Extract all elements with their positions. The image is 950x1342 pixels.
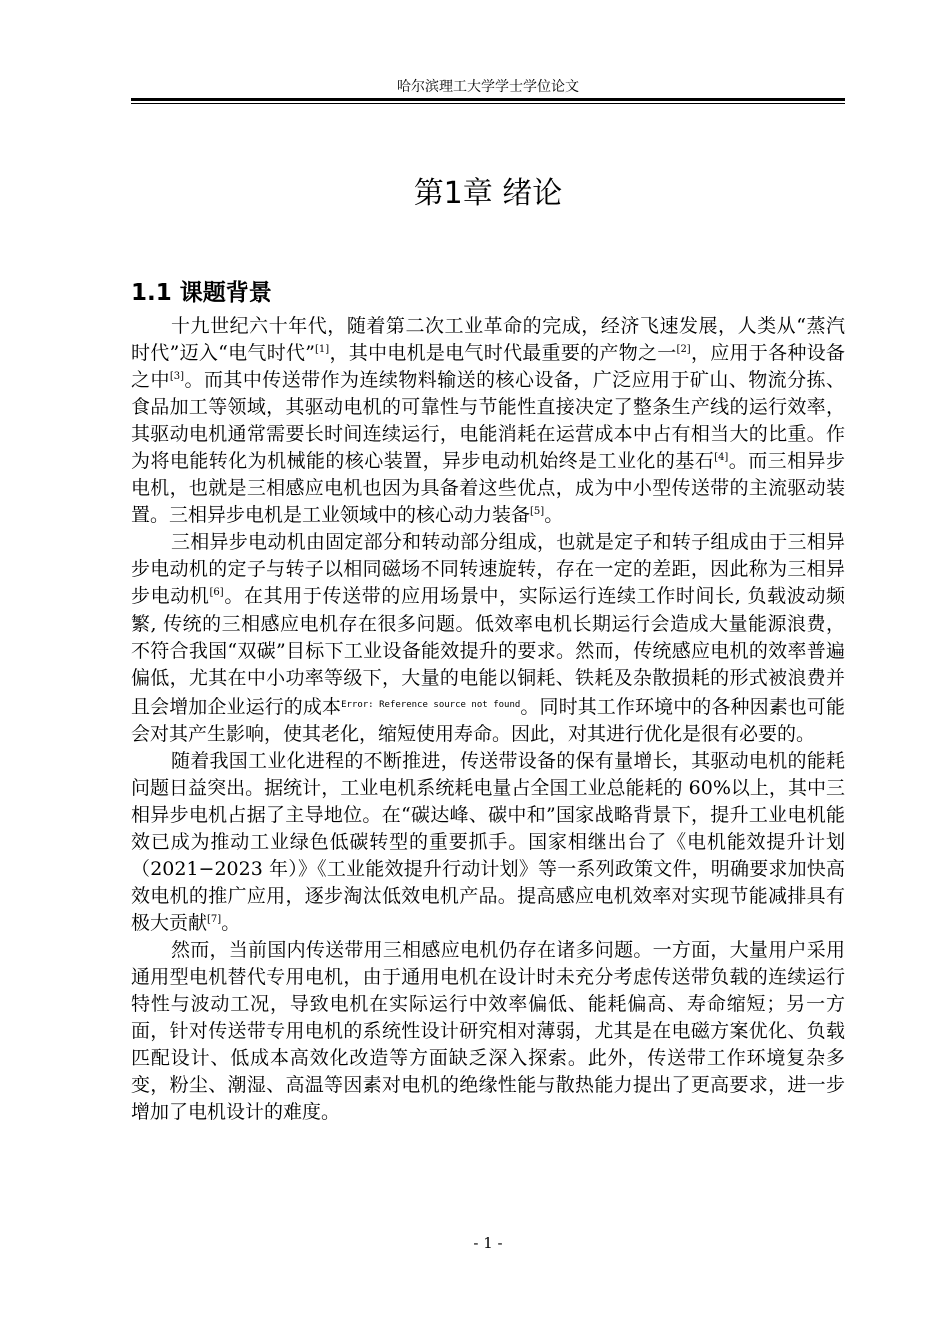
paragraph-2-text-a: 三相异步电动机由固定部分和转动部分组成，也就是定子和转子组成由于三相异步电动机的定子与转子以相同磁场不同转速旋转，存在一定的差距，因此称为三相异步电动机 (131, 531, 845, 608)
paragraph-3 (131, 748, 845, 937)
paragraph-4 (131, 937, 845, 1126)
paragraph-1-text-b: ，其中电机是电气时代最重要的产物之一 (329, 342, 677, 365)
citation-4: [4] (714, 452, 729, 464)
citation-7: [7] (207, 914, 222, 926)
body-text (131, 313, 845, 1126)
reference-error: Error: Reference source not found (341, 699, 521, 710)
running-header: 哈尔滨理工大学学士学位论文 (397, 79, 579, 95)
citation-6: [6] (209, 587, 224, 599)
paragraph-2 (131, 529, 845, 747)
paragraph-3-text-b: 。 (221, 912, 241, 935)
chapter-title: 第1章 绪论 (413, 176, 563, 212)
paragraph-1-text-d: 。而其中传送带作为连续物料输送的核心设备，广泛应用于矿山、物流分拣、食品加工等领域，其驱动电机的可靠性与节能性直接决定了整条生产线的运行效率，其驱动电机通常需要长时间连续运行，电能消耗在运营成本中占有相当大的比重。作为将电能转化为机械能的核心装置，异步电动机始终是工业化的基石 (131, 369, 845, 473)
paragraph-1-text-f: 。 (544, 504, 564, 527)
paragraph-2-text-c: 。同时其工作环境中的各种因素也可能会对其产生影响，使其老化，缩短使用寿命。因此，对其进行优化是很有必要的。 (131, 695, 845, 745)
header-rule-thick (131, 98, 845, 101)
citation-2: [2] (676, 344, 691, 356)
paragraph-1 (131, 313, 845, 529)
header-rule-thin (131, 103, 845, 104)
citation-5: [5] (530, 506, 545, 518)
paragraph-1-text-e: 。而三相异步电机，也就是三相感应电机也因为具备着这些优点，成为中小型传送带的主流驱动装置。三相异步电机是工业领域中的核心动力装备 (131, 450, 845, 527)
citation-3: [3] (169, 371, 185, 383)
section-title: 1.1 课题背景 (131, 280, 272, 307)
paragraph-1-text-c: ，应用于各种设备之中 (131, 342, 845, 392)
page-number: - 1 - (473, 1234, 503, 1252)
paragraph-2-text-b: 。在其用于传送带的应用场景中，实际运行连续工作时间长, 负载波动频繁, 传统的三相感应电机存在很多问题。低效率电机长期运行会造成大量能源浪费，不符合我国“双碳”目标下工业设备能效提升的要求。然而，传统感应电机的效率普遍偏低，尤其在中小功率等级下，大量的电能以铜耗、铁耗及杂散损耗的形式被浪费并且会增加企业运行的成本 (131, 585, 845, 718)
citation-1: [1] (314, 344, 330, 356)
paragraph-1-text-a: 十九世纪六十年代，随着第二次工业革命的完成，经济飞速发展，人类从“蒸汽时代”迈入“电气时代” (131, 315, 845, 365)
paragraph-3-text-a: 随着我国工业化进程的不断推进，传送带设备的保有量增长，其驱动电机的能耗问题日益突出。据统计，工业电机系统耗电量占全国工业总能耗的 60%以上，其中三相异步电机占据了主导地位。在“碳达峰、碳中和”国家战略背景下，提升工业电机能效已成为推动工业绿色低碳转型的重要抓手。国家相继出台了《电机能效提升计划（2021−2023 年）》《工业能效提升行动计划》等一系列政策文件，明确要求加快高效电机的推广应用，逐步淘汰低效电机产品。提高感应电机效率对实现节能减排具有极大贡献 (131, 749, 845, 935)
paragraph-4-text-a: 然而，当前国内传送带用三相感应电机仍存在诸多问题。一方面，大量用户采用通用型电机替代专用电机，由于通用电机在设计时未充分考虑传送带负载的连续运行特性与波动工况，导致电机在实际运行中效率偏低、能耗偏高、寿命缩短；另一方面，针对传送带专用电机的系统性设计研究相对薄弱，尤其是在电磁方案优化、负载匹配设计、低成本高效化改造等方面缺乏深入探索。此外，传送带工作环境复杂多变，粉尘、潮湿、高温等因素对电机的绝缘性能与散热能力提出了更高要求，进一步增加了电机设计的难度。 (131, 939, 845, 1124)
